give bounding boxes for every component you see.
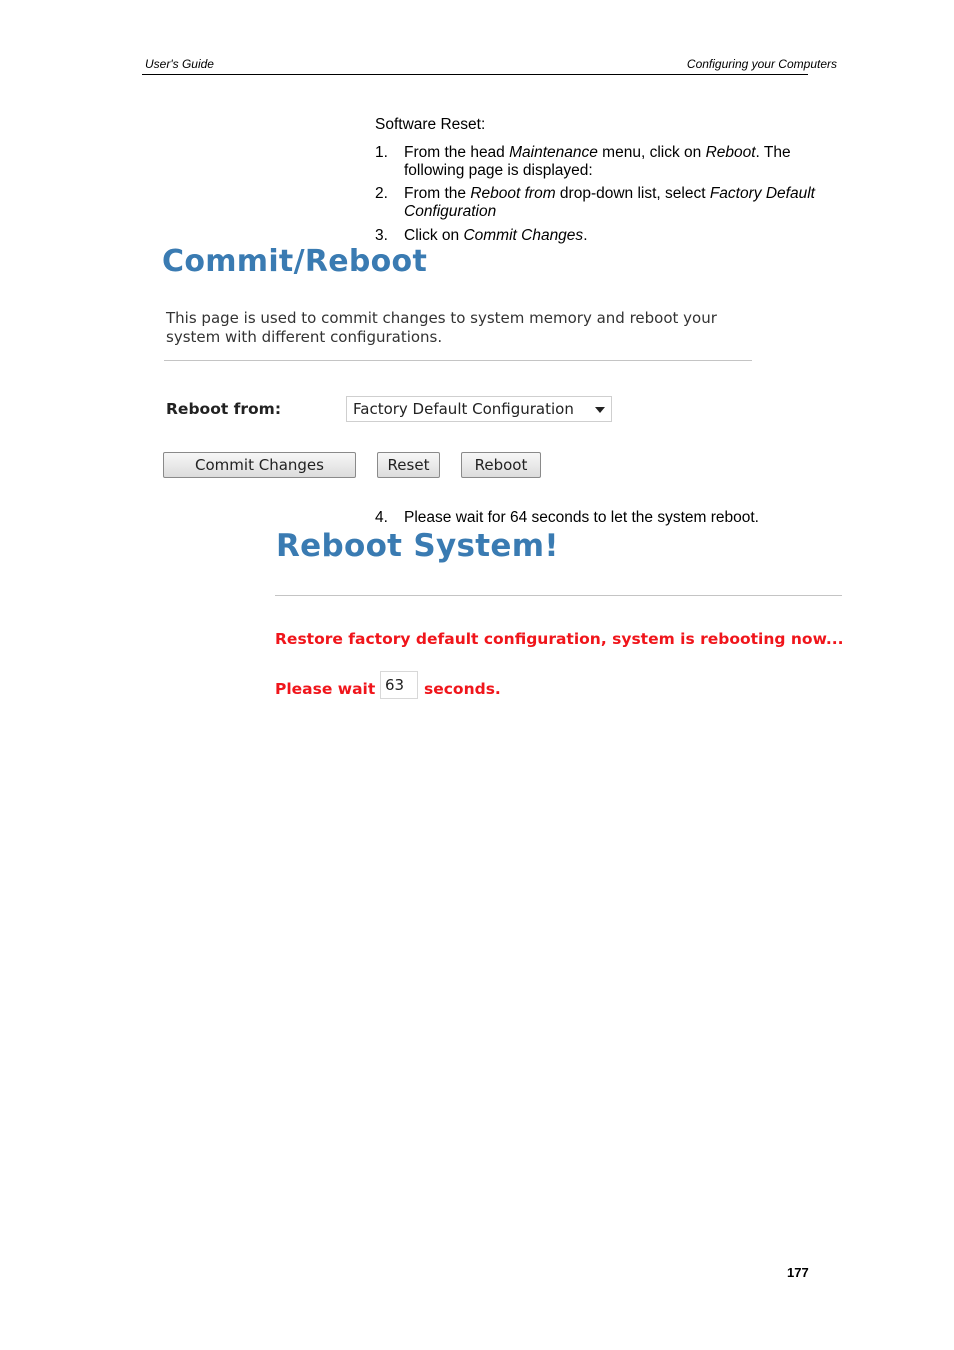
running-header-right: Configuring your Computers [686,57,837,71]
reboot-from-selected-value: Factory Default Configuration [353,400,574,418]
step-text-run: From the head [404,144,510,161]
chevron-down-icon [595,407,605,413]
step-text-run: From the [404,185,471,202]
reboot-from-label: Reboot from: [166,400,282,418]
step-text-run: . The following page is displayed: [404,144,791,179]
step-text [404,185,834,221]
step-text-run: Reboot [705,144,756,161]
step-text-run: menu, click on [597,144,706,161]
section-intro: Software Reset: [375,116,486,133]
step-number: 4. [375,509,388,526]
step-text-run: . [583,227,588,244]
reboot-system-title: Reboot System! [276,528,559,564]
step-text [404,509,834,527]
header-rule [142,74,808,75]
page-number: 177 [787,1265,809,1280]
panel-divider [164,360,752,361]
countdown-field: 63 [380,671,418,699]
wait-prefix-label: Please wait [275,680,376,698]
step-text [404,227,834,245]
running-header-left: User's Guide [145,57,214,71]
step-text-run: Maintenance [509,144,598,161]
step-number: 2. [375,185,388,202]
commit-reboot-description: This page is used to commit changes to system memory and reboot your system with different configurations. [166,309,717,346]
panel-divider [275,595,842,596]
step-text-run: Please wait for 64 seconds to let the system reboot. [404,509,759,526]
reset-button[interactable]: Reset [377,452,440,478]
wait-suffix-label: seconds. [424,680,501,698]
step-text-run: Reboot from [470,185,556,202]
reboot-from-select[interactable] [346,396,612,422]
step-text-run: Commit Changes [463,227,584,244]
step-text [404,144,834,180]
reboot-button[interactable]: Reboot [461,452,541,478]
step-number: 1. [375,144,388,161]
step-text-run: drop-down list, select [555,185,710,202]
step-text-run: Factory Default Configuration [404,185,815,220]
rebooting-message: Restore factory default configuration, system is rebooting now... [275,630,844,648]
step-number: 3. [375,227,388,244]
step-text-run: Click on [404,227,464,244]
commit-changes-button[interactable]: Commit Changes [163,452,356,478]
commit-reboot-title: Commit/Reboot [162,244,428,279]
